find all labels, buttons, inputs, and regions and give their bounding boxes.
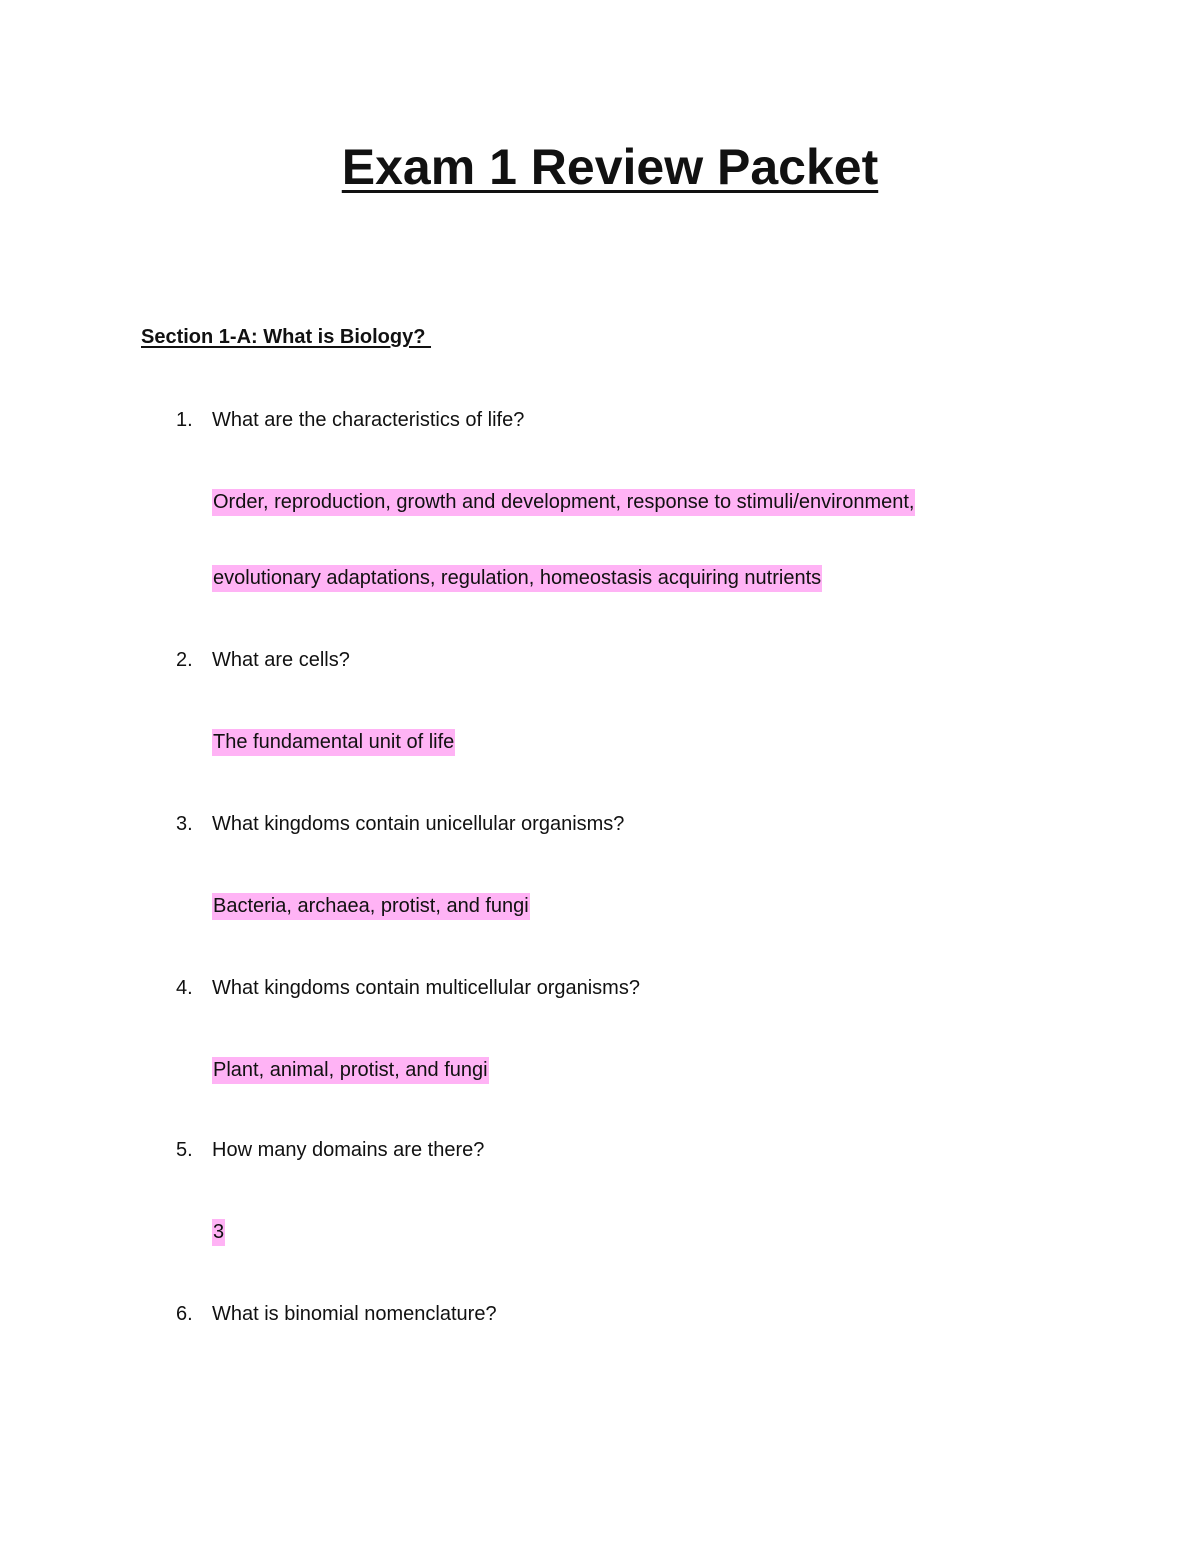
question-number: 6. <box>176 1303 193 1325</box>
question-text: How many domains are there? <box>212 1139 485 1161</box>
question-text: What are cells? <box>212 649 350 671</box>
answer-highlight: Bacteria, archaea, protist, and fungi <box>212 893 530 920</box>
question-number: 1. <box>176 409 193 431</box>
answer-line <box>212 1218 225 1246</box>
answer-line <box>212 564 822 592</box>
question-number: 3. <box>176 813 193 835</box>
answer-line <box>212 488 915 516</box>
question-text: What kingdoms contain unicellular organisms? <box>212 813 625 835</box>
answer-line <box>212 1056 489 1084</box>
answer-highlight: Order, reproduction, growth and development, response to stimuli/environment, <box>212 489 915 516</box>
answer-line <box>212 728 455 756</box>
answer-line <box>212 892 530 920</box>
question-number: 2. <box>176 649 193 671</box>
answer-highlight: Plant, animal, protist, and fungi <box>212 1057 489 1084</box>
question-text: What is binomial nomenclature? <box>212 1303 497 1325</box>
section-heading: Section 1-A: What is Biology? <box>141 326 432 348</box>
question-text: What kingdoms contain multicellular organisms? <box>212 977 640 999</box>
answer-highlight: evolutionary adaptations, regulation, homeostasis acquiring nutrients <box>212 565 822 592</box>
question-text: What are the characteristics of life? <box>212 409 525 431</box>
document-title: Exam 1 Review Packet <box>341 139 879 195</box>
answer-highlight: 3 <box>212 1219 225 1246</box>
question-number: 5. <box>176 1139 193 1161</box>
question-number: 4. <box>176 977 193 999</box>
answer-highlight: The fundamental unit of life <box>212 729 455 756</box>
